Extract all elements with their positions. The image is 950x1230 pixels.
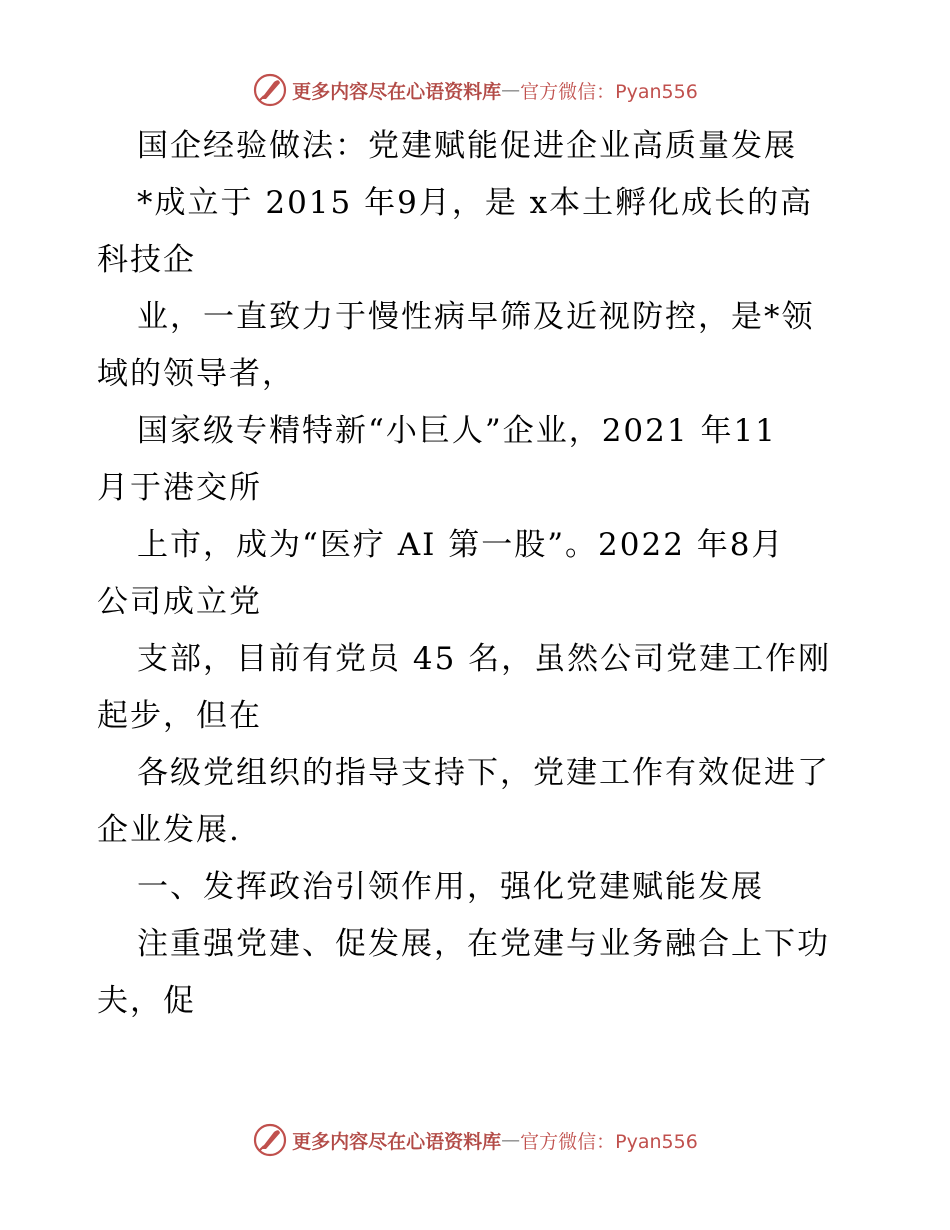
document-line: 国家级专精特新“小巨人”企业，2021 年11 [137, 413, 777, 449]
document-line: 业，一直致力于慢性病早筛及近视防控，是*领 [137, 299, 815, 335]
document-line: *成立于 2015 年9月，是 x本土孵化成长的高 [137, 185, 814, 221]
banner-separator: — [501, 79, 521, 101]
footer-banner [0, 1120, 950, 1160]
document-line: 支部，目前有党员 45 名，虽然公司党建工作刚 [137, 641, 832, 677]
document-line: 月于港交所 [97, 470, 262, 506]
document-line: 各级党组织的指导支持下，党建工作有效促进了 [137, 755, 830, 791]
document-line: 域的领导者， [97, 356, 295, 392]
document-line: 科技企 [97, 242, 196, 278]
banner-main-text: 更多内容尽在心语资料库 [292, 1130, 502, 1153]
banner-main-text: 更多内容尽在心语资料库 [292, 80, 502, 103]
banner-contact-text: 官方微信：Pyan556 [520, 1130, 698, 1153]
document-line: 公司成立党 [97, 584, 262, 620]
document-line: 起步，但在 [97, 698, 262, 734]
document-line: 注重强党建、促发展，在党建与业务融合上下功 [137, 926, 830, 962]
quill-pen-icon [252, 72, 288, 108]
document-body [97, 118, 857, 1030]
banner-separator: — [501, 1129, 521, 1151]
document-line: 企业发展. [97, 812, 241, 848]
document-line: 上市，成为“医疗 AI 第一股”。2022 年8月 [137, 527, 785, 563]
banner-contact-text: 官方微信：Pyan556 [520, 80, 698, 103]
quill-pen-icon [252, 1122, 288, 1158]
section-heading-line: 一、发挥政治引领作用，强化党建赋能发展 [137, 869, 764, 905]
document-line: 夫，促 [97, 983, 196, 1019]
document-title-line: 国企经验做法：党建赋能促进企业高质量发展 [137, 128, 797, 164]
header-banner [0, 70, 950, 110]
